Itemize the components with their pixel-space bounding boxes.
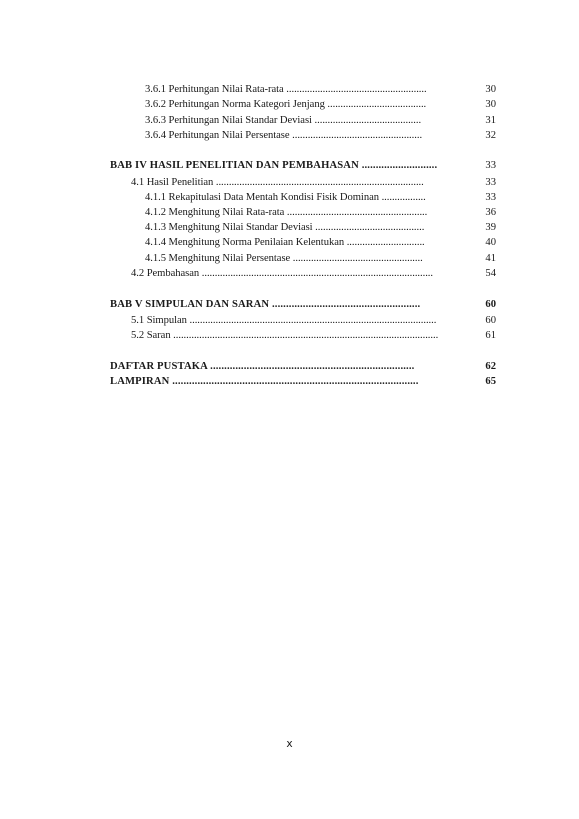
toc-entry-page: 60 (485, 299, 496, 310)
toc-daftar-pustaka (0, 359, 579, 374)
toc-entry-page: 61 (485, 330, 496, 341)
toc-entry-title: LAMPIRAN ........................................................................................ (110, 376, 419, 387)
toc-entry-page: 39 (485, 222, 496, 233)
toc-entry-3-6-2 (0, 97, 579, 112)
toc-entry-page: 33 (485, 177, 496, 188)
toc-entry-4-1-5 (0, 251, 579, 266)
toc-entry-page: 33 (485, 160, 496, 171)
toc-entry-page: 30 (485, 99, 496, 110)
toc-entry-4-1-1 (0, 190, 579, 205)
toc-entry-page: 33 (485, 192, 496, 203)
toc-entry-title: 4.1 Hasil Penelitian ................................................................................ (131, 177, 424, 188)
toc-entry-page: 60 (485, 315, 496, 326)
toc-entry-title: 5.1 Simpulan ............................................................................................... (131, 315, 437, 326)
toc-entry-title: 3.6.4 Perhitungan Nilai Persentase .................................................. (145, 130, 423, 141)
page-number: x (286, 738, 293, 750)
toc-entry-3-6-3 (0, 113, 579, 128)
toc-entry-page: 41 (485, 253, 496, 264)
toc-entry-page: 36 (485, 207, 496, 218)
toc-entry-3-6-1 (0, 82, 579, 97)
toc-entry-page: 30 (485, 84, 496, 95)
toc-entry-4-1-2 (0, 205, 579, 220)
toc-entry-4-1-4 (0, 235, 579, 250)
toc-entry-title: 4.1.4 Menghitung Norma Penilaian Kelentukan .............................. (145, 237, 425, 248)
toc-entry-title: 3.6.2 Perhitungan Norma Kategori Jenjang ...................................... (145, 99, 427, 110)
toc-entry-4-1 (0, 175, 579, 190)
toc-entry-5-1 (0, 313, 579, 328)
toc-entry-page: 32 (485, 130, 496, 141)
toc-entry-page: 62 (485, 361, 496, 372)
toc-entry-page: 54 (485, 268, 496, 279)
toc-entry-4-1-3 (0, 220, 579, 235)
toc-entry-title: 4.1.5 Menghitung Nilai Persentase .................................................. (145, 253, 423, 264)
toc-entry-title: 5.2 Saran ...................................................................................................... (131, 330, 439, 341)
toc-entry-5-2 (0, 328, 579, 343)
toc-chapter-bab-v (0, 297, 579, 312)
toc-entry-title: 3.6.3 Perhitungan Nilai Standar Deviasi ......................................... (145, 115, 422, 126)
toc-entry-page: 31 (485, 115, 496, 126)
toc-entry-page: 65 (485, 376, 496, 387)
toc-entry-page: 40 (485, 237, 496, 248)
toc-entry-title: 4.2 Pembahasan ......................................................................................... (131, 268, 434, 279)
toc-entry-title: 4.1.3 Menghitung Nilai Standar Deviasi .......................................... (145, 222, 425, 233)
toc-entry-title: BAB IV HASIL PENELITIAN DAN PEMBAHASAN ........................... (110, 160, 438, 171)
toc-chapter-bab-iv (0, 158, 579, 173)
toc-entry-title: BAB V SIMPULAN DAN SARAN ..................................................... (110, 299, 421, 310)
toc-entry-4-2 (0, 266, 579, 281)
toc-entry-3-6-4 (0, 128, 579, 143)
toc-lampiran (0, 374, 579, 389)
toc-entry-title: 4.1.2 Menghitung Nilai Rata-rata ...................................................... (145, 207, 428, 218)
toc-entry-title: 4.1.1 Rekapitulasi Data Mentah Kondisi Fisik Dominan ................. (145, 192, 426, 203)
toc-entry-title: 3.6.1 Perhitungan Nilai Rata-rata ...................................................... (145, 84, 427, 95)
toc-entry-title: DAFTAR PUSTAKA ......................................................................... (110, 361, 415, 372)
